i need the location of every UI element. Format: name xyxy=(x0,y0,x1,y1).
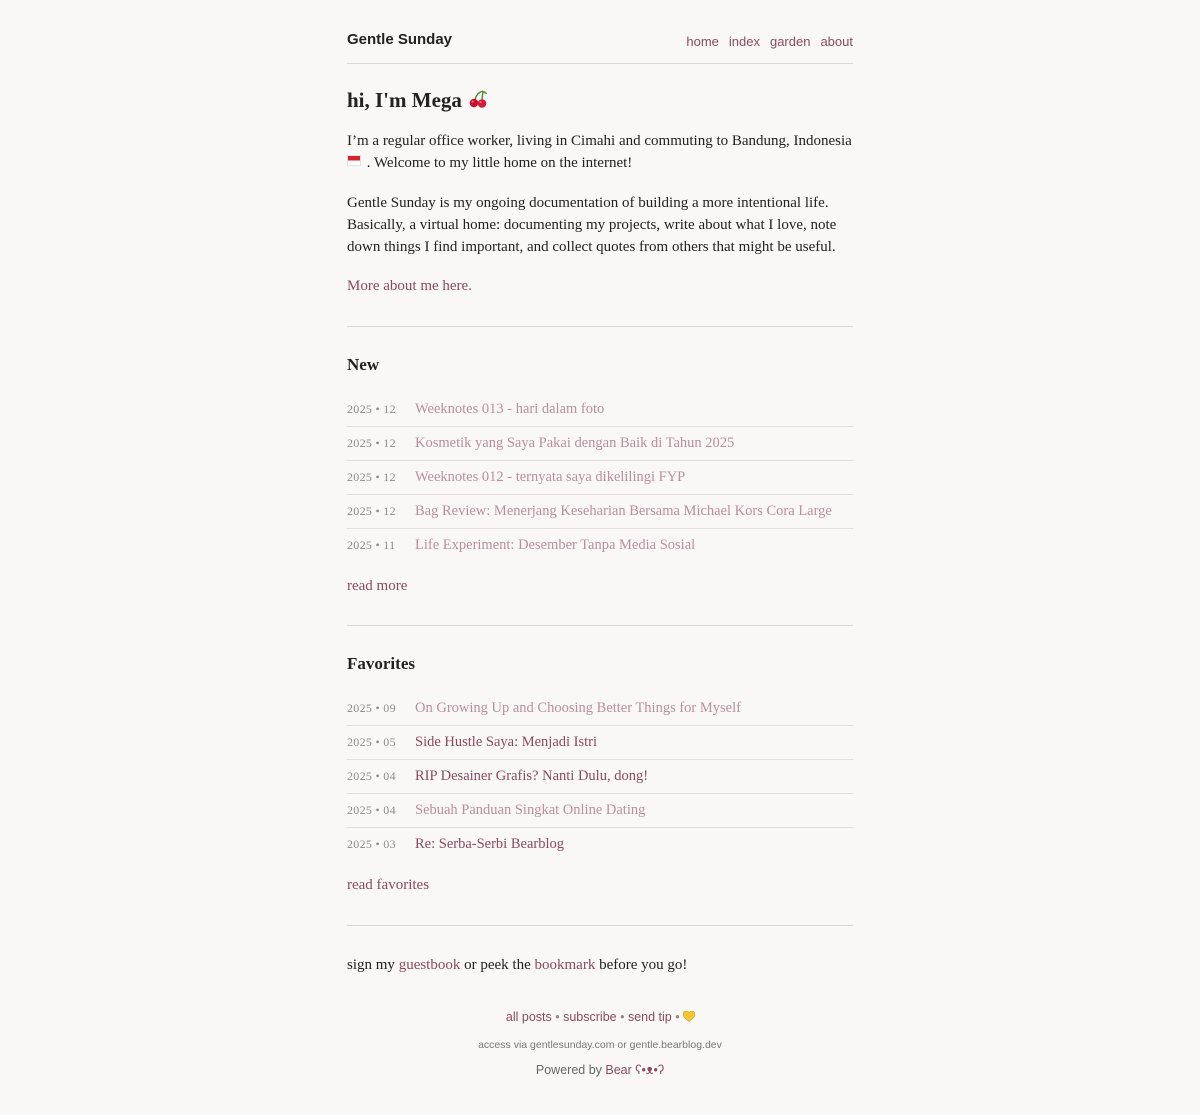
subscribe-link[interactable]: subscribe xyxy=(563,1010,617,1024)
footer-links xyxy=(347,1010,853,1024)
intro-paragraph-2: Gentle Sunday is my ongoing documentation of building a more intentional life. Basically, a virtual home: documenting my projects, write about what I love, note down things I find important, and collect quotes from others that might be useful. xyxy=(347,195,837,255)
yellow-heart-icon xyxy=(683,1011,694,1021)
intro-heading-text: hi, I'm Mega xyxy=(347,88,462,112)
intro-heading xyxy=(347,88,488,114)
footer-separator: • xyxy=(555,1010,560,1024)
nav-about-link[interactable]: about xyxy=(820,34,853,49)
list-item xyxy=(347,692,853,726)
guestbook-middle: or peek the xyxy=(460,957,535,973)
guestbook-line xyxy=(347,954,853,976)
cherries-icon xyxy=(468,89,488,114)
footer-powered-by xyxy=(347,1063,853,1077)
powered-prefix: Powered by xyxy=(535,1063,606,1077)
post-link[interactable]: Weeknotes 013 - hari dalam foto xyxy=(415,401,605,417)
list-item xyxy=(347,529,853,562)
post-date: 2025 • 04 xyxy=(347,803,396,817)
post-link[interactable]: Weeknotes 012 - ternyata saya dikelilingi FYP xyxy=(415,469,686,485)
post-link[interactable]: Sebuah Panduan Singkat Online Dating xyxy=(415,802,646,818)
new-posts-list xyxy=(347,393,853,562)
favorite-posts-list xyxy=(347,692,853,861)
list-item xyxy=(347,828,853,861)
post-date: 2025 • 03 xyxy=(347,837,396,851)
all-posts-link[interactable]: all posts xyxy=(505,1010,552,1024)
post-date: 2025 • 05 xyxy=(347,735,396,749)
list-item xyxy=(347,760,853,794)
post-link[interactable]: On Growing Up and Choosing Better Things for Myself xyxy=(415,700,741,716)
bookmark-link[interactable]: bookmark xyxy=(534,957,596,973)
more-about-me-link[interactable]: More about me here. xyxy=(347,278,472,294)
nav-garden-link[interactable]: garden xyxy=(769,34,811,49)
section-divider xyxy=(347,625,853,626)
site-header xyxy=(347,0,853,64)
indonesia-flag-icon xyxy=(347,155,361,166)
post-date: 2025 • 11 xyxy=(347,538,396,552)
bear-link[interactable]: Bear ʕ•ᴥ•ʔ xyxy=(605,1063,665,1077)
main-nav xyxy=(686,34,853,49)
guestbook-prefix: sign my xyxy=(347,957,399,973)
post-link[interactable]: Bag Review: Menerjang Keseharian Bersama Michael Kors Cora Large xyxy=(415,503,832,519)
post-link[interactable]: Kosmetik yang Saya Pakai dengan Baik di Tahun 2025 xyxy=(415,435,735,451)
intro-text-1a: I’m a regular office worker, living in Cimahi and commuting to Bandung, Indonesia xyxy=(347,133,852,149)
guestbook-suffix: before you go! xyxy=(595,957,688,973)
read-more-link[interactable]: read more xyxy=(347,578,408,594)
post-link[interactable]: Life Experiment: Desember Tanpa Media Sosial xyxy=(415,537,696,553)
list-item xyxy=(347,726,853,760)
footer-separator: • xyxy=(620,1010,625,1024)
nav-index-link[interactable]: index xyxy=(728,34,760,49)
footer-access-text: access via gentlesunday.com or gentle.bearblog.dev xyxy=(478,1039,722,1051)
post-date: 2025 • 12 xyxy=(347,470,396,484)
post-date: 2025 • 04 xyxy=(347,769,396,783)
list-item xyxy=(347,794,853,828)
post-date: 2025 • 12 xyxy=(347,504,396,518)
send-tip-link[interactable]: send tip xyxy=(627,1010,672,1024)
post-date: 2025 • 12 xyxy=(347,402,396,416)
list-item xyxy=(347,461,853,495)
list-item xyxy=(347,393,853,427)
section-divider xyxy=(347,326,853,327)
list-item xyxy=(347,427,853,461)
footer-separator: • xyxy=(675,1010,680,1024)
favorites-section-title: Favorites xyxy=(347,654,415,673)
new-section-title: New xyxy=(347,355,380,374)
post-date: 2025 • 09 xyxy=(347,701,396,715)
list-item xyxy=(347,495,853,529)
post-link[interactable]: RIP Desainer Grafis? Nanti Dulu, dong! xyxy=(415,768,649,784)
site-title-link[interactable]: Gentle Sunday xyxy=(347,31,453,48)
intro-paragraph-1 xyxy=(347,130,853,174)
post-date: 2025 • 12 xyxy=(347,436,396,450)
post-link[interactable]: Re: Serba-Serbi Bearblog xyxy=(415,836,564,852)
read-favorites-link[interactable]: read favorites xyxy=(347,877,430,893)
intro-text-1b: . Welcome to my little home on the internet! xyxy=(366,155,633,171)
section-divider xyxy=(347,925,853,926)
post-link[interactable]: Side Hustle Saya: Menjadi Istri xyxy=(415,734,598,750)
nav-home-link[interactable]: home xyxy=(686,34,719,49)
guestbook-link[interactable]: guestbook xyxy=(398,957,461,973)
